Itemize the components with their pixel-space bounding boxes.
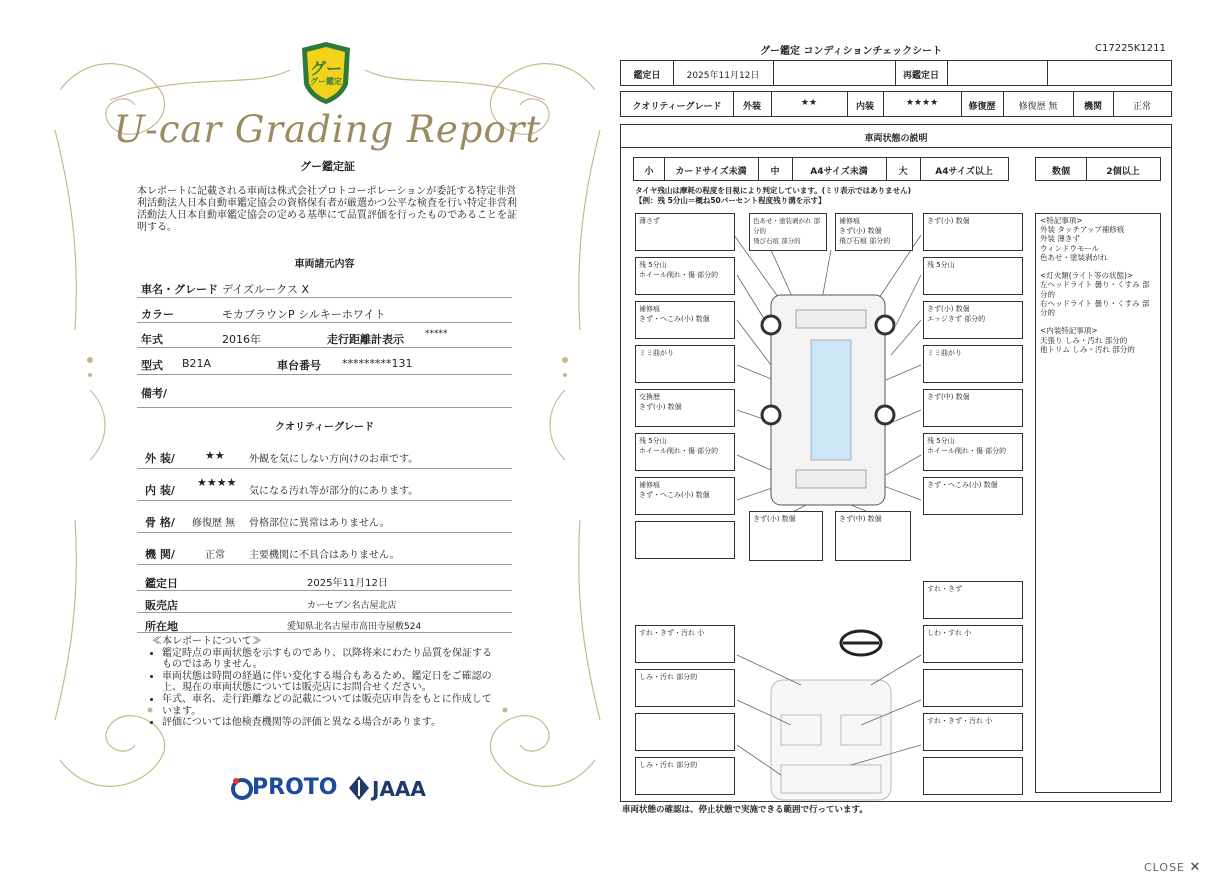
spec-label: カラー <box>141 308 174 321</box>
interior-box: しわ・すれ 小 <box>923 625 1023 663</box>
dealer-name: カーセブン名古屋北店 <box>307 601 397 611</box>
damage-box: 残 5分山 ホイール削れ・傷 部分的 <box>923 433 1023 471</box>
sheet-footer: 車両状態の確認は、停止状態で実施できる範囲で行っています。 <box>622 805 868 815</box>
damage-box <box>635 521 735 559</box>
notes-heading: ≪本レポートについて≫ <box>152 636 262 647</box>
interior-box <box>923 669 1023 707</box>
spec-label: 備考/ <box>141 387 168 400</box>
legend-medium-desc: A4サイズ未満 <box>810 167 868 177</box>
damage-box: きず・へこみ(小) 数個 <box>923 477 1023 515</box>
grade-row <box>137 534 512 565</box>
svg-text:グー: グー <box>309 59 343 78</box>
count-value: 2個以上 <box>1106 167 1140 177</box>
damage-box: ミミ曲がり <box>923 345 1023 383</box>
spec-row-remarks <box>137 377 512 408</box>
sheet-title: グー鑑定 コンディションチェックシート <box>760 46 943 57</box>
certificate-title: U-car Grading Report <box>113 108 542 151</box>
vehicle-state-panel <box>620 124 1172 802</box>
grade-value: 正常 <box>205 550 225 561</box>
close-label: CLOSE <box>1144 861 1186 874</box>
tire-note: タイヤ残山は摩耗の程度を目視により判定しています。(ミリ表示ではありません) <box>635 186 912 195</box>
spec-row-color <box>137 300 512 323</box>
grade-desc: 外観を気にしない方向けのお車です。 <box>249 454 419 465</box>
engine-label: 機関 <box>1083 102 1102 112</box>
grade-label: クオリティーグレード <box>632 102 722 112</box>
damage-box: 色あせ・塗装剥がれ 部分的 飛び石痕 部分的 <box>749 213 827 251</box>
interior-value: ★★★★ <box>905 98 939 108</box>
exterior-value: ★★ <box>800 98 818 108</box>
grade-row <box>137 438 512 469</box>
reappraisal-label: 再鑑定日 <box>902 71 939 81</box>
damage-box: きず(中) 数個 <box>923 389 1023 427</box>
grade-label: 骨 格/ <box>145 516 175 529</box>
appraisal-date-row <box>137 570 512 591</box>
damage-box: きず(小) 数個 <box>923 213 1023 251</box>
grade-row <box>137 470 512 501</box>
repair-label: 修復歴 <box>968 102 996 112</box>
special-notes: <特記事項> 外装 タッチアップ補修痕 外装 薄きず ウィンドウモール 色あせ・塗装剥がれ <灯火類(ライト等の状態)> 左ヘッドライト 曇り・くすみ 部分的 右ヘッドライト 曇り・くすみ 部分的 <内装特記事項> 天張り しみ・汚れ 部分的 他トリム しみ・汚れ 部分的 <box>1035 213 1161 793</box>
legend-small-desc: カードサイズ未満 <box>675 167 747 177</box>
interior-box: すれ・きず <box>923 581 1023 619</box>
grading-certificate <box>50 30 605 820</box>
report-notes <box>150 636 500 729</box>
date-label: 鑑定日 <box>633 71 661 81</box>
interior-box: すれ・きず・汚れ 小 <box>635 625 735 663</box>
condition-check-sheet <box>620 40 1172 820</box>
damage-box: 補修痕 きず・へこみ(小) 数個 <box>635 301 735 339</box>
spec-row-model <box>137 350 512 375</box>
spec-row-year <box>137 325 512 348</box>
specs-heading: 車両諸元内容 <box>294 259 355 270</box>
damage-box: ミミ曲がり <box>635 345 735 383</box>
count-label: 数個 <box>1051 167 1070 177</box>
sheet-code: C17225K1211 <box>1095 43 1166 54</box>
grade-desc: 主要機関に不具合はありません。 <box>249 550 400 561</box>
damage-box: 残 5分山 ホイール削れ・傷 部分的 <box>635 433 735 471</box>
appraisal-date-label: 鑑定日 <box>145 577 178 590</box>
damage-box: 薄さず <box>635 213 735 251</box>
damage-box: きず(小) 数個 <box>749 511 823 561</box>
jaaa-logo-text: JAAA <box>372 777 426 801</box>
grade-value: ★★ <box>205 449 225 462</box>
grade-desc: 気になる汚れ等が部分的にあります。 <box>249 486 419 497</box>
spec-value: モカブラウンP シルキーホワイト <box>222 308 386 321</box>
certificate-subtitle: グー鑑定証 <box>300 160 355 173</box>
interior-label: 内装 <box>855 102 874 112</box>
spec-value: 2016年 <box>222 333 261 346</box>
goo-kantei-badge <box>298 40 354 106</box>
legend-large: 大 <box>898 167 908 177</box>
damage-box: 残 5分山 ホイール削れ・傷 部分的 <box>635 257 735 295</box>
date-value: 2025年11月12日 <box>686 71 760 81</box>
spec-label: 走行距離計表示 <box>327 333 404 346</box>
appraisal-date: 2025年11月12日 <box>307 578 388 589</box>
legend-medium: 中 <box>770 167 780 177</box>
spec-value: *********131 <box>342 357 413 370</box>
damage-box: 残 5分山 <box>923 257 1023 295</box>
interior-box <box>635 713 735 751</box>
dealer-row <box>137 592 512 613</box>
spec-label: 年式 <box>141 333 163 346</box>
interior-box: しみ・汚れ 部分的 <box>635 669 735 707</box>
legend-large-desc: A4サイズ以上 <box>935 167 993 177</box>
dealer-label: 販売店 <box>145 599 178 612</box>
engine-value: 正常 <box>1132 102 1151 112</box>
jaaa-logo-icon <box>348 775 370 801</box>
damage-box: きず(小) 数個 エッジきず 部分的 <box>923 301 1023 339</box>
grade-value: 修復歴 無 <box>192 518 236 529</box>
grade-desc: 骨格部位に異常はありません。 <box>249 518 390 529</box>
badge-text: グー鑑定 <box>310 77 342 86</box>
exterior-label: 外装 <box>742 102 761 112</box>
interior-box: すれ・きず・汚れ 小 <box>923 713 1023 751</box>
note-item: • 車両状態は時間の経過に伴い変化する場合もあるため、鑑定日をご確認の上、現在の車両状態については販売店にお問合せください。 <box>162 671 500 694</box>
spec-label: 車台番号 <box>277 359 321 372</box>
spec-label: 車名・グレード <box>141 283 218 296</box>
damage-box: きず(中) 数個 <box>835 511 911 561</box>
grade-label: 機 関/ <box>145 548 175 561</box>
address-label: 所在地 <box>145 620 178 633</box>
note-item: • 年式、車名、走行距離などの記載については販売店申告をもとに作成しています。 <box>162 694 500 717</box>
spec-label: 型式 <box>141 359 163 372</box>
legend-small: 小 <box>644 167 654 177</box>
note-item: • 鑑定時点の車両状態を示すものであり、以降将来にわたり品質を保証するものではありません。 <box>162 648 500 671</box>
grade-value: ★★★★ <box>197 476 237 489</box>
spec-value: ***** <box>425 329 448 339</box>
tire-example: 【例：残 5分山＝概ね50パーセント程度残り溝を示す】 <box>635 196 826 205</box>
date-row <box>620 60 1172 86</box>
damage-box: 補修痕 きず・へこみ(小) 数個 <box>635 477 735 515</box>
certificate-intro: 本レポートに記載される車両は株式会社プロトコーポレーションが委託する特定非営利活動法人日本自動車鑑定協会の資格保有者が厳選かつ公平な検査を行い特定非営利活動法人日本自動車鑑定協会の定める基準にて品質評価を行ったものであることを証明する。 <box>137 186 517 233</box>
address-row <box>137 614 512 633</box>
grade-label: 外 装/ <box>145 452 175 465</box>
repair-value: 修復歴 無 <box>1018 102 1058 112</box>
grade-row <box>137 502 512 533</box>
close-button[interactable] <box>1144 860 1201 875</box>
close-icon: ✕ <box>1189 860 1202 875</box>
grade-heading: クオリティーグレード <box>275 422 374 433</box>
spec-row-name <box>137 275 512 298</box>
proto-logo-text: PROTO <box>252 775 338 800</box>
interior-box: しみ・汚れ 部分的 <box>635 757 735 795</box>
spec-value: デイズルークス X <box>222 283 310 296</box>
damage-box: 補修痕 きず(小) 数個 飛び石痕 部分的 <box>835 213 913 251</box>
grade-label: 内 装/ <box>145 484 175 497</box>
note-item: • 評価については他検査機関等の評価と異なる場合があります。 <box>162 717 500 729</box>
spec-value: B21A <box>182 357 212 370</box>
interior-box <box>923 757 1023 795</box>
damage-box: 交換歴 きず(小) 数個 <box>635 389 735 427</box>
dealer-address: 愛知県北名古屋市高田寺屋敷524 <box>287 622 422 632</box>
grade-row <box>620 91 1172 117</box>
state-heading: 車両状態の説明 <box>864 134 928 144</box>
